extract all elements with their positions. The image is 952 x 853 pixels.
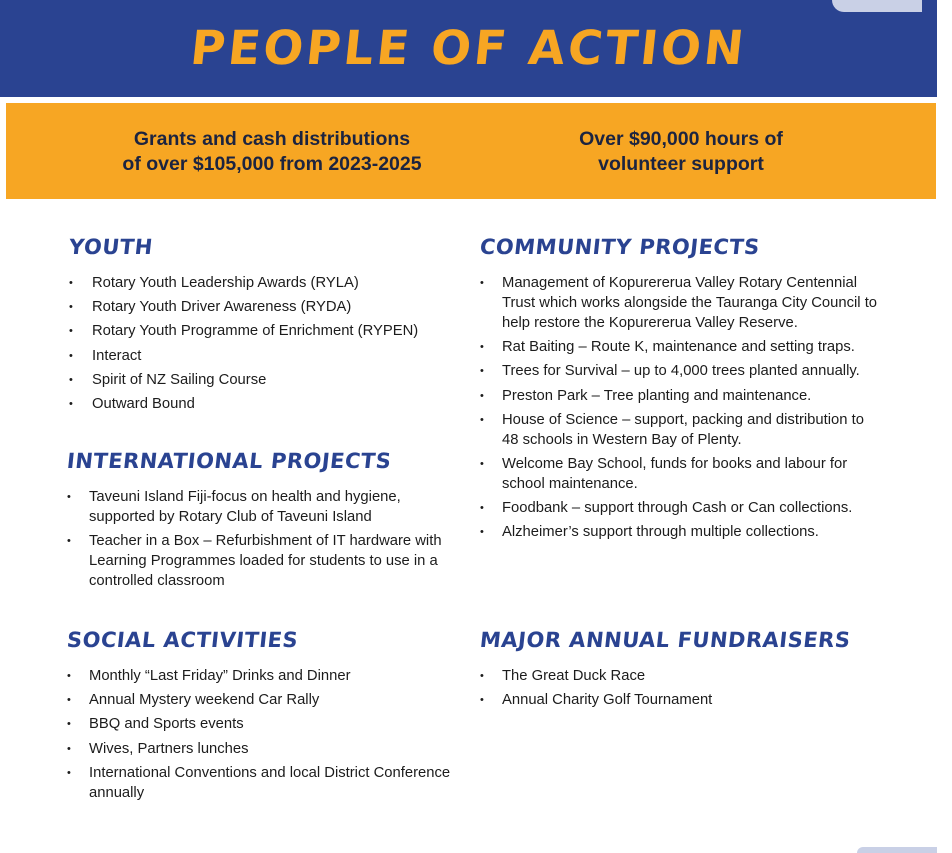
list-item-text: BBQ and Sports events bbox=[89, 716, 244, 733]
list-item bbox=[69, 370, 449, 390]
grants-stat bbox=[102, 127, 442, 177]
list-item-text: Welcome Bay School, funds for books and labour for school maintenance. bbox=[502, 455, 848, 492]
youth-section bbox=[69, 233, 449, 418]
list-item bbox=[69, 321, 449, 341]
list-item bbox=[69, 346, 449, 366]
bullet-icon: • bbox=[480, 389, 484, 402]
grants-stat-line1: Grants and cash distributions bbox=[133, 128, 411, 150]
list-item-text: International Conventions and local District Conference annually bbox=[89, 764, 451, 801]
international-projects-heading: INTERNATIONAL PROJECTS bbox=[65, 449, 393, 473]
bullet-icon: • bbox=[69, 277, 73, 289]
bullet-icon: • bbox=[67, 742, 71, 755]
bullet-icon: • bbox=[480, 502, 484, 515]
list-item bbox=[480, 410, 880, 450]
list-item bbox=[480, 522, 880, 542]
list-item-text: Rotary Youth Driver Awareness (RYDA) bbox=[92, 299, 352, 316]
list-item-text: Alzheimer’s support through multiple collections. bbox=[502, 524, 819, 541]
header-banner bbox=[0, 0, 937, 97]
list-item-text: House of Science – support, packing and distribution to 48 schools in Western Bay of Plenty. bbox=[502, 411, 864, 448]
list-item-text: The Great Duck Race bbox=[502, 668, 646, 684]
bullet-icon: • bbox=[480, 365, 484, 378]
footer-swoosh-decoration bbox=[857, 847, 937, 853]
list-item-text: Foodbank – support through Cash or Can collections. bbox=[502, 500, 853, 517]
bullet-icon: • bbox=[480, 694, 484, 707]
bullet-icon: • bbox=[67, 766, 71, 779]
list-item-text: Interact bbox=[92, 347, 142, 364]
list-item-text: Taveuni Island Fiji-focus on health and hygiene, supported by Rotary Club of Taveuni Island bbox=[89, 489, 401, 525]
list-item bbox=[67, 714, 452, 734]
list-item-text: Spirit of NZ Sailing Course bbox=[92, 371, 267, 388]
header-swoosh-decoration bbox=[832, 0, 922, 12]
major-fundraisers-section bbox=[480, 626, 880, 714]
bullet-icon: • bbox=[480, 341, 484, 354]
social-activities-heading: SOCIAL ACTIVITIES bbox=[65, 628, 300, 652]
list-item-text: Preston Park – Tree planting and maintenance. bbox=[502, 387, 812, 404]
bullet-icon: • bbox=[67, 694, 71, 707]
international-projects-section bbox=[67, 447, 452, 595]
social-activities-section bbox=[67, 626, 452, 807]
community-projects-heading: COMMUNITY PROJECTS bbox=[478, 235, 762, 259]
major-fundraisers-heading: MAJOR ANNUAL FUNDRAISERS bbox=[478, 628, 852, 652]
youth-heading: YOUTH bbox=[67, 235, 155, 259]
list-item bbox=[480, 273, 880, 333]
list-item bbox=[67, 690, 452, 710]
list-item-text: Annual Charity Golf Tournament bbox=[502, 692, 713, 709]
community-projects-list bbox=[480, 273, 880, 542]
list-item bbox=[69, 273, 449, 293]
bullet-icon: • bbox=[480, 670, 484, 682]
grants-stat-line2: of over $105,000 from 2023-2025 bbox=[122, 153, 422, 175]
list-item bbox=[480, 361, 880, 381]
list-item bbox=[67, 739, 452, 759]
social-activities-list bbox=[67, 666, 452, 803]
list-item bbox=[69, 297, 449, 317]
list-item bbox=[67, 487, 452, 527]
bullet-icon: • bbox=[480, 457, 484, 470]
bullet-icon: • bbox=[69, 397, 73, 410]
list-item bbox=[480, 337, 880, 357]
page-title: PEOPLE OF ACTION bbox=[187, 21, 750, 76]
list-item-text: Rat Baiting – Route K, maintenance and setting traps. bbox=[502, 339, 855, 356]
list-item bbox=[67, 531, 452, 591]
community-projects-section bbox=[480, 233, 880, 547]
list-item bbox=[480, 666, 880, 686]
bullet-icon: • bbox=[480, 277, 484, 289]
list-item-text: Rotary Youth Leadership Awards (RYLA) bbox=[92, 275, 359, 291]
bullet-icon: • bbox=[480, 526, 484, 539]
international-projects-list bbox=[67, 487, 452, 591]
list-item-text: Trees for Survival – up to 4,000 trees planted annually. bbox=[502, 363, 860, 380]
list-item bbox=[67, 763, 452, 803]
bullet-icon: • bbox=[67, 670, 71, 682]
stats-band bbox=[6, 103, 936, 199]
list-item bbox=[69, 394, 449, 414]
list-item-text: Monthly “Last Friday” Drinks and Dinner bbox=[89, 668, 351, 684]
bullet-icon: • bbox=[69, 325, 73, 338]
list-item-text: Annual Mystery weekend Car Rally bbox=[89, 692, 320, 709]
list-item bbox=[480, 690, 880, 710]
youth-list bbox=[69, 273, 449, 414]
major-fundraisers-list bbox=[480, 666, 880, 710]
volunteer-stat-line1: Over $90,000 hours of bbox=[579, 128, 783, 150]
bullet-icon: • bbox=[67, 491, 71, 503]
list-item bbox=[67, 666, 452, 686]
list-item bbox=[480, 386, 880, 406]
list-item-text: Outward Bound bbox=[92, 395, 195, 412]
list-item-text: Rotary Youth Programme of Enrichment (RYPEN) bbox=[92, 323, 419, 340]
bullet-icon: • bbox=[480, 413, 484, 426]
list-item-text: Teacher in a Box – Refurbishment of IT hardware with Learning Programmes loaded for students to use in a controlled classroom bbox=[89, 533, 442, 590]
list-item-text: Management of Kopurererua Valley Rotary Centennial Trust which works alongside the Tauranga City Council to help restore the Kopurererua Valley Reserve. bbox=[502, 275, 878, 331]
volunteer-stat-line2: volunteer support bbox=[598, 153, 764, 175]
bullet-icon: • bbox=[67, 718, 71, 731]
bullet-icon: • bbox=[69, 301, 73, 314]
list-item-text: Wives, Partners lunches bbox=[89, 740, 249, 757]
bullet-icon: • bbox=[69, 349, 73, 362]
volunteer-stat bbox=[526, 127, 836, 177]
bullet-icon: • bbox=[69, 373, 73, 386]
list-item bbox=[480, 498, 880, 518]
bullet-icon: • bbox=[67, 535, 71, 548]
list-item bbox=[480, 454, 880, 494]
